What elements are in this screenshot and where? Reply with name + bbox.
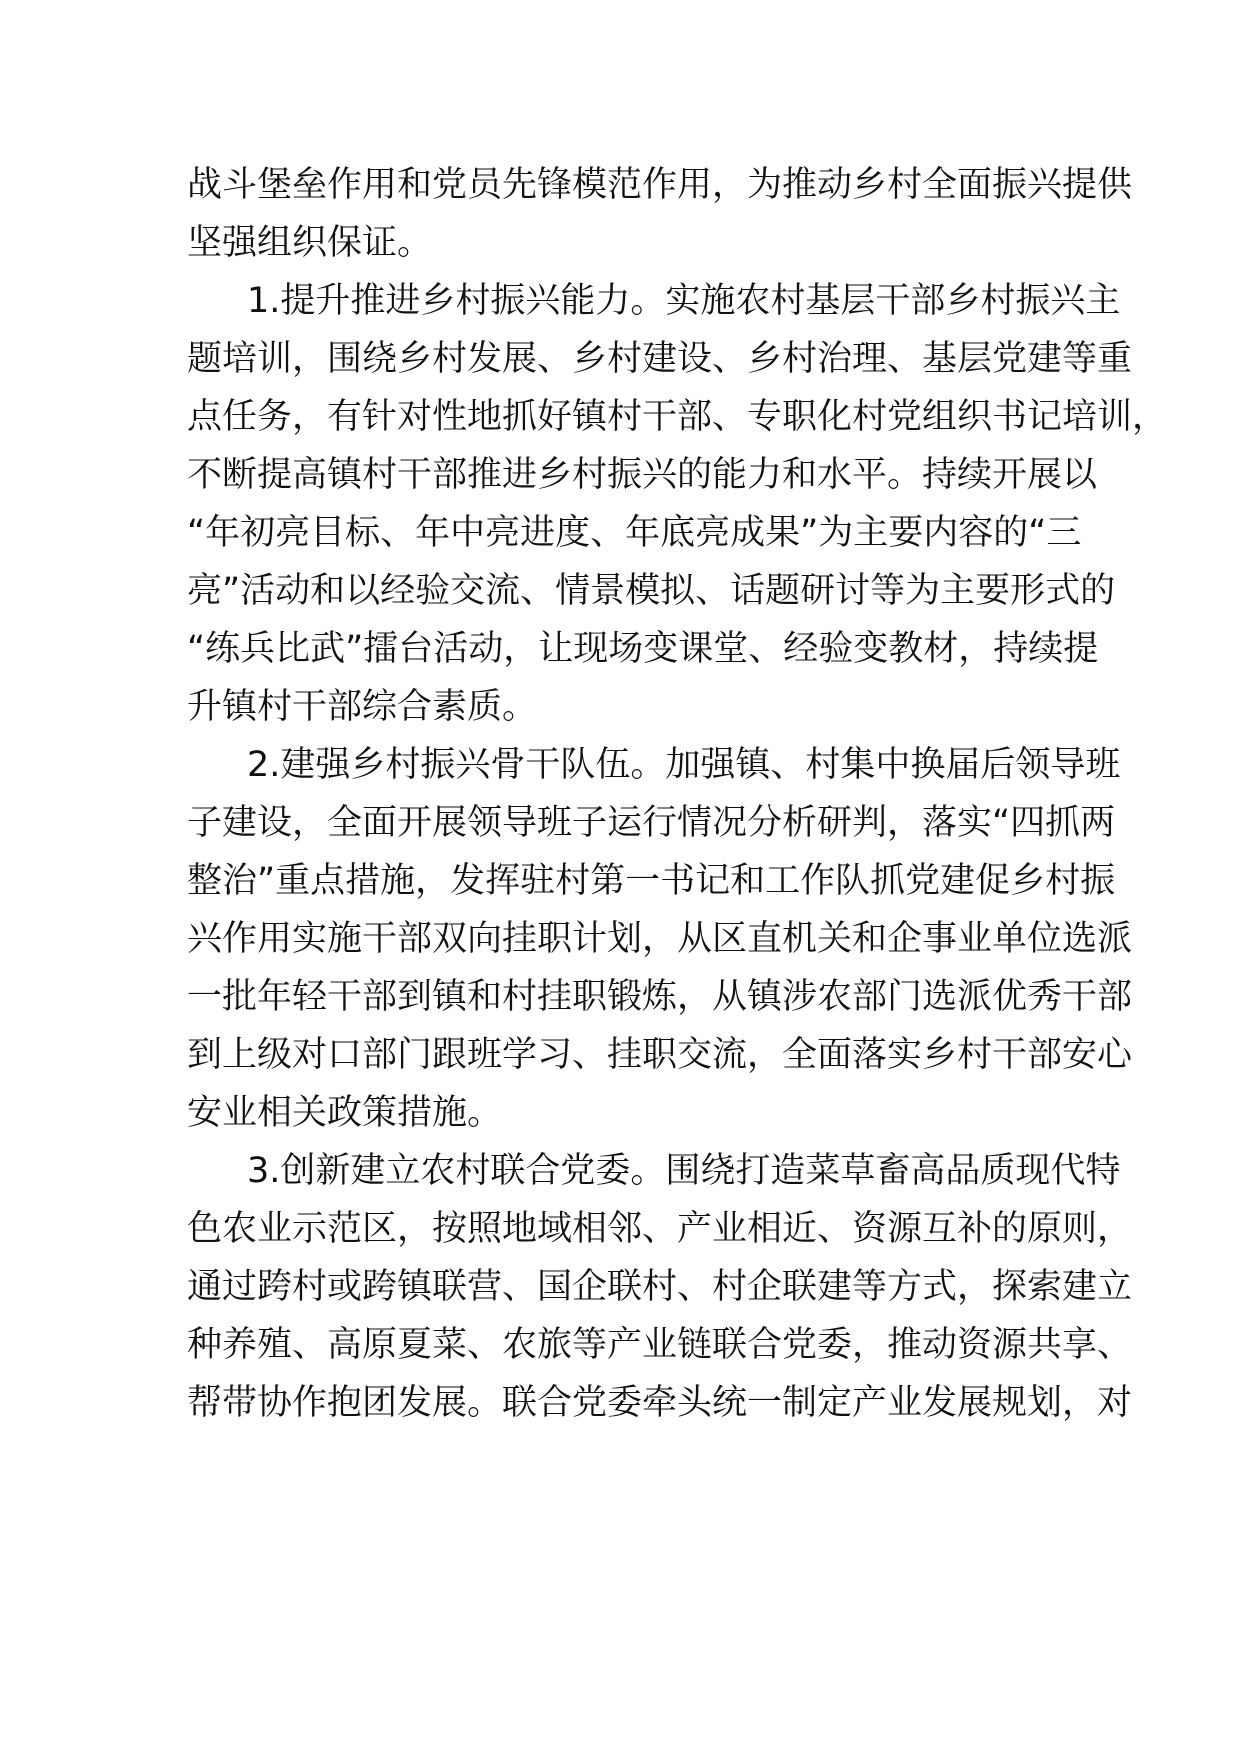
paragraph-line: 帮带协作抱团发展。联合党委牵头统一制定产业发展规划，对 xyxy=(187,1383,1133,1423)
paragraph-line: 1.提升推进乡村振兴能力。实施农村基层干部乡村振兴主 xyxy=(247,281,1121,321)
paragraph-line: 不断提高镇村干部推进乡村振兴的能力和水平。持续开展以 xyxy=(187,455,1098,495)
paragraph-line: 色农业示范区，按照地域相邻、产业相近、资源互补的原则， xyxy=(187,1209,1133,1249)
paragraph-line: 兴作用实施干部双向挂职计划，从区直机关和企事业单位选派 xyxy=(187,919,1133,959)
paragraph-line: 亮”活动和以经验交流、情景模拟、话题研讨等为主要形式的 xyxy=(187,571,1116,611)
paragraph-line: 一批年轻干部到镇和村挂职锻炼，从镇涉农部门选派优秀干部 xyxy=(187,977,1133,1017)
paragraph-line: “练兵比武”擂台活动，让现场变课堂、经验变教材，持续提 xyxy=(187,629,1099,669)
paragraph-line: 升镇村干部综合素质。 xyxy=(187,687,538,727)
paragraph-line: 3.创新建立农村联合党委。围绕打造菜草畜高品质现代特 xyxy=(247,1151,1121,1191)
paragraph-line: 通过跨村或跨镇联营、国企联村、村企联建等方式，探索建立 xyxy=(187,1267,1133,1307)
paragraph-line: 种养殖、高原夏菜、农旅等产业链联合党委，推动资源共享、 xyxy=(187,1325,1133,1365)
paragraph-line: 战斗堡垒作用和党员先锋模范作用，为推动乡村全面振兴提供 xyxy=(187,165,1133,205)
paragraph-line: “年初亮目标、年中亮进度、年底亮成果”为主要内容的“三 xyxy=(187,513,1082,553)
paragraph-line: 到上级对口部门跟班学习、挂职交流，全面落实乡村干部安心 xyxy=(187,1035,1133,1075)
paragraph-line: 2.建强乡村振兴骨干队伍。加强镇、村集中换届后领导班 xyxy=(247,745,1121,785)
paragraph-line: 子建设，全面开展领导班子运行情况分析研判，落实“四抓两 xyxy=(187,803,1116,843)
paragraph-line: 坚强组织保证。 xyxy=(187,223,433,263)
paragraph-line: 安业相关政策措施。 xyxy=(187,1093,503,1133)
paragraph-line: 整治”重点措施，发挥驻村第一书记和工作队抓党建促乡村振 xyxy=(187,861,1116,901)
paragraph-line: 点任务，有针对性地抓好镇村干部、专职化村党组织书记培训， xyxy=(187,397,1168,437)
paragraph-line: 题培训，围绕乡村发展、乡村建设、乡村治理、基层党建等重 xyxy=(187,339,1133,379)
